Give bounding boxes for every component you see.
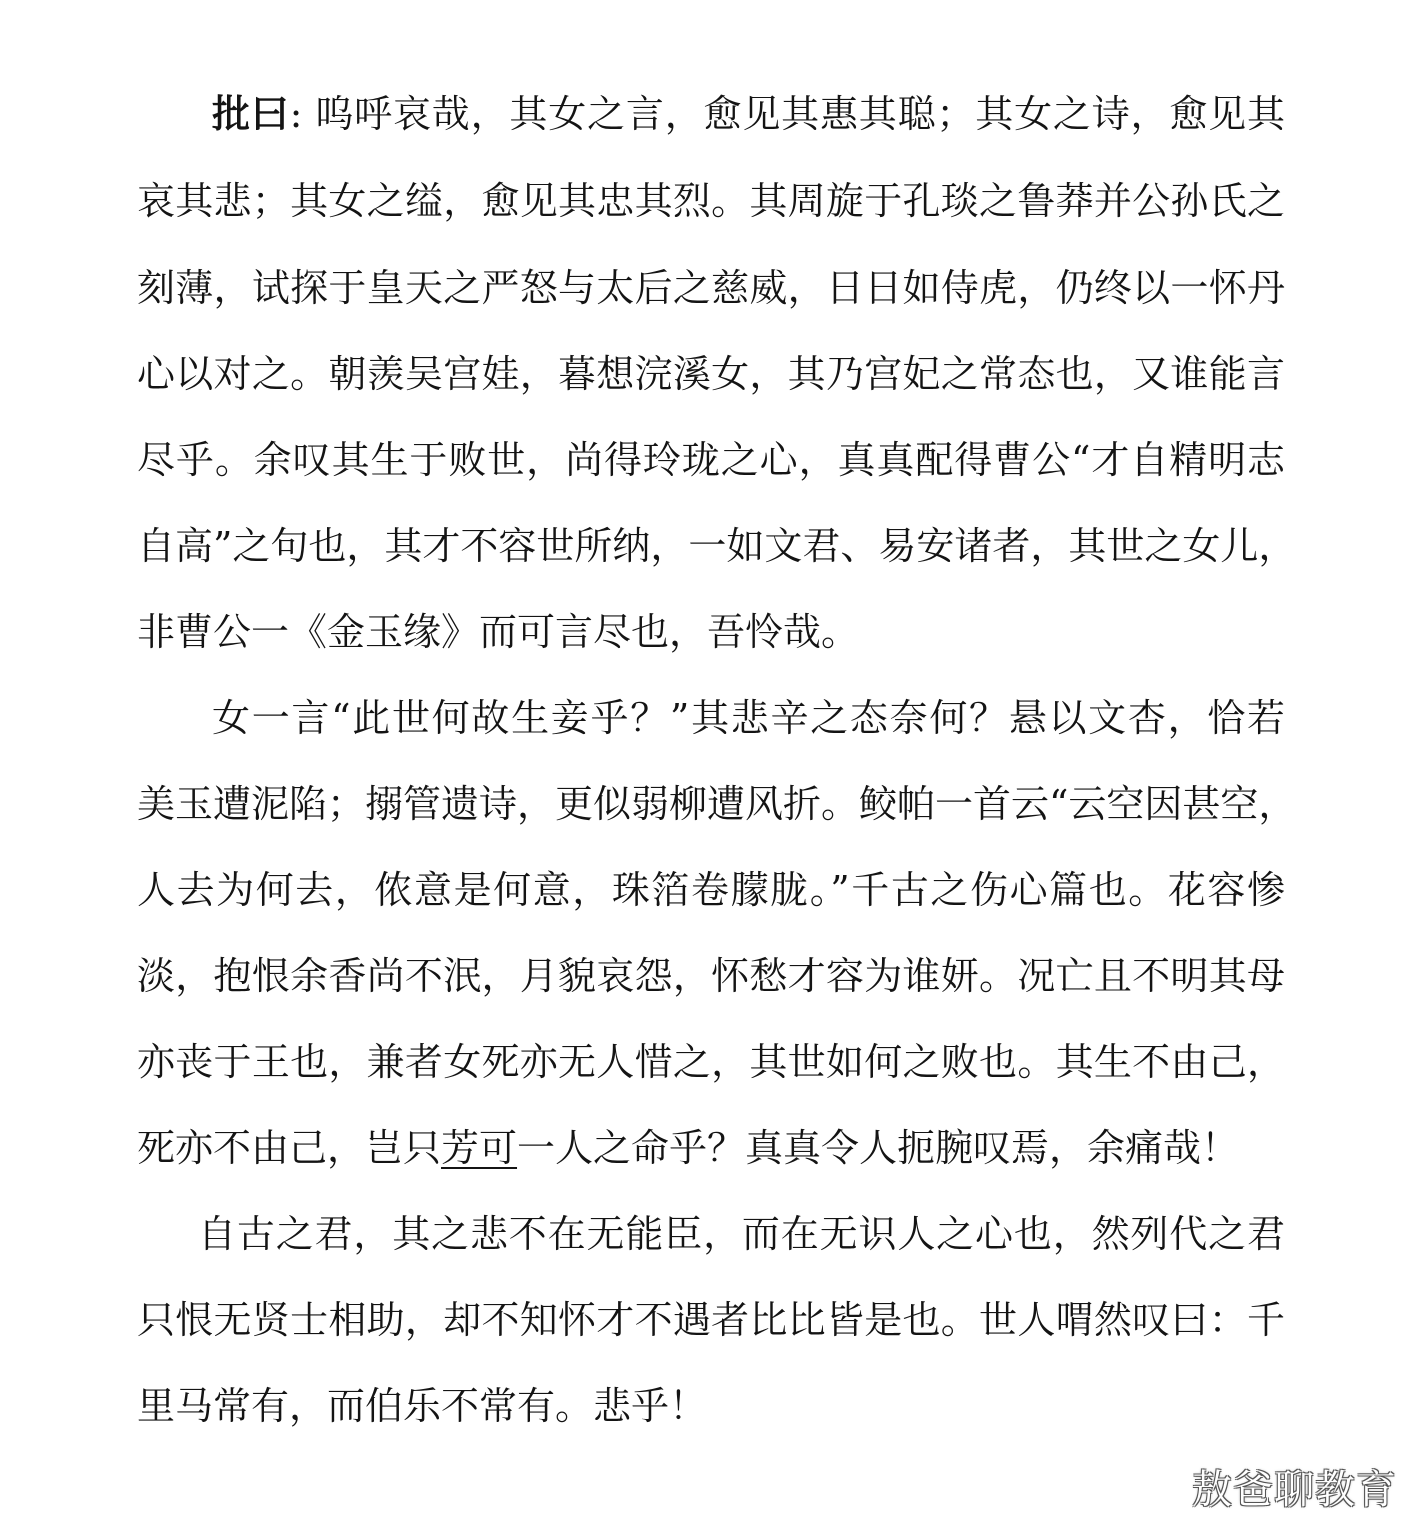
commentary-label: 批曰	[212, 92, 290, 136]
paragraph2-line6-before: 死亦不由己，岂只	[137, 1126, 442, 1170]
paragraph1-line5: 尽乎。余叹其生于败世，尚得玲珑之心，真真配得曹公“才自精明志	[137, 438, 1285, 482]
paragraph2-line6-after: 一人之命乎？真真令人扼腕叹焉，余痛哉！	[517, 1126, 1240, 1170]
paragraph2-line1: 女一言“此世何故生妾乎？”其悲辛之态奈何？悬以文杏，恰若	[212, 696, 1285, 740]
paragraph3-line1: 自古之君，其之悲不在无能臣，而在无识人之心也，然列代之君	[198, 1212, 1285, 1256]
paragraph1-line3: 刻薄，试探于皇天之严怒与太后之慈威，日日如侍虎，仍终以一怀丹	[137, 266, 1285, 310]
paragraph2-line3: 人去为何去，侬意是何意，珠箔卷朦胧。”千古之伤心篇也。花容惨	[137, 868, 1285, 912]
paragraph1-line1-text: : 呜呼哀哉，其女之言，愈见其惠其聪；其女之诗，愈见其	[289, 92, 1285, 136]
paragraph3-line2: 只恨无贤士相助，却不知怀才不遇者比比皆是也。世人喟然叹曰：千	[137, 1298, 1285, 1342]
paragraph3-line3: 里马常有，而伯乐不常有。悲乎！	[137, 1384, 708, 1428]
paragraph1-line6: 自高”之句也，其才不容世所纳，一如文君、易安诸者，其世之女儿，	[137, 524, 1297, 568]
paragraph1-line7: 非曹公一《金玉缘》而可言尽也，吾怜哉。	[137, 610, 860, 654]
paragraph2-line4: 淡，抱恨余香尚不泯，月貌哀怨，怀愁才容为谁妍。况亡且不明其母	[137, 954, 1285, 998]
paragraph1-line2: 哀其悲；其女之缢，愈见其忠其烈。其周旋于孔琰之鲁莽并公孙氏之	[137, 179, 1285, 223]
paragraph2-line2: 美玉遭泥陷；搦管遗诗，更似弱柳遭风折。鲛帕一首云“云空因甚空，	[137, 782, 1297, 826]
watermark-text: 敖爸聊教育	[1192, 1467, 1397, 1513]
paragraph2-line5: 亦丧于王也，兼者女死亦无人惜之，其世如何之败也。其生不由己，	[137, 1040, 1285, 1084]
paragraph1-line1	[212, 92, 1285, 136]
paragraph2-line6	[137, 1126, 1285, 1170]
paragraph1-line4: 心以对之。朝羡吴宫娃，暮想浣溪女，其乃宫妃之常态也，又谁能言	[137, 352, 1285, 396]
underlined-name: 芳可	[441, 1126, 518, 1170]
